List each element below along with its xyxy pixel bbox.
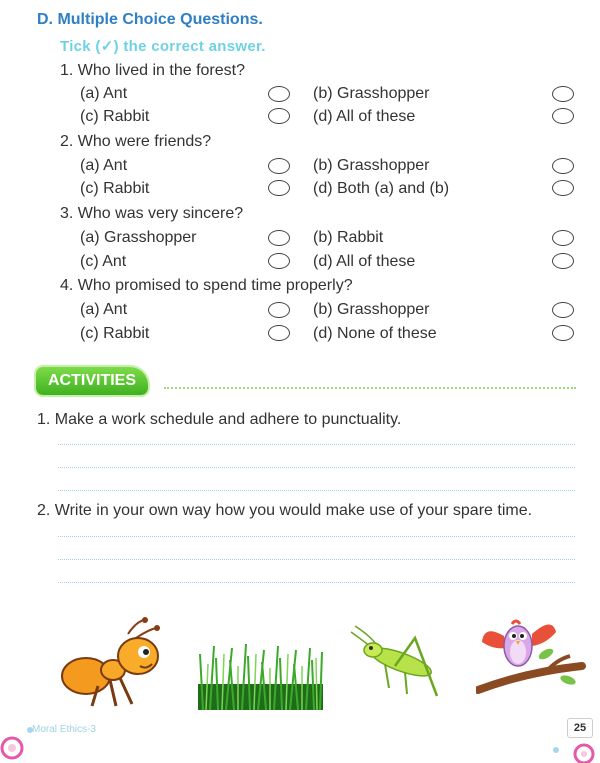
activities-tab: ACTIVITIES <box>36 367 148 395</box>
bird-on-branch-illustration <box>476 610 586 700</box>
writing-line[interactable] <box>58 444 575 445</box>
q1-option-d-checkbox[interactable] <box>552 108 574 124</box>
grass-illustration <box>198 640 323 710</box>
q2-option-a: (a) Ant <box>80 157 128 174</box>
q2-option-c-checkbox[interactable] <box>268 180 290 196</box>
q3-option-c-checkbox[interactable] <box>268 253 290 269</box>
q3-option-d-checkbox[interactable] <box>552 253 574 269</box>
q2-option-b-checkbox[interactable] <box>552 158 574 174</box>
q3-option-d: (d) All of these <box>313 253 416 270</box>
page-number: 25 <box>567 718 593 738</box>
q1-option-c: (c) Rabbit <box>80 108 150 125</box>
q2-option-d-checkbox[interactable] <box>552 180 574 196</box>
section-title: Multiple Choice Questions. <box>57 11 263 28</box>
question-3: 3. Who was very sincere? <box>60 205 244 222</box>
q1-option-b-checkbox[interactable] <box>552 86 574 102</box>
q2-option-b: (b) Grasshopper <box>313 157 430 174</box>
q4-option-a-checkbox[interactable] <box>268 302 290 318</box>
q4-option-b-checkbox[interactable] <box>552 302 574 318</box>
question-2: 2. Who were friends? <box>60 133 212 150</box>
q4-option-c: (c) Rabbit <box>80 325 150 342</box>
writing-line[interactable] <box>58 490 575 491</box>
book-title: Moral Ethics-3 <box>32 724 96 735</box>
q4-option-b: (b) Grasshopper <box>313 301 430 318</box>
q3-option-a-checkbox[interactable] <box>268 230 290 246</box>
q1-option-b: (b) Grasshopper <box>313 85 430 102</box>
q2-option-c: (c) Rabbit <box>80 180 150 197</box>
q2-option-d: (d) Both (a) and (b) <box>313 180 450 197</box>
writing-line[interactable] <box>58 582 575 583</box>
q4-option-d: (d) None of these <box>313 325 437 342</box>
question-1: 1. Who lived in the forest? <box>60 62 245 79</box>
activities-divider <box>164 387 576 389</box>
q4-option-d-checkbox[interactable] <box>552 325 574 341</box>
writing-line[interactable] <box>58 536 575 537</box>
q3-option-b-checkbox[interactable] <box>552 230 574 246</box>
question-4: 4. Who promised to spend time properly? <box>60 277 353 294</box>
activity-task-2: 2. Write in your own way how you would make use of your spare time. <box>37 502 533 519</box>
q4-option-a: (a) Ant <box>80 301 128 318</box>
q1-option-c-checkbox[interactable] <box>268 108 290 124</box>
q3-option-a: (a) Grasshopper <box>80 229 197 246</box>
q1-option-d: (d) All of these <box>313 108 416 125</box>
q2-option-a-checkbox[interactable] <box>268 158 290 174</box>
q3-option-b: (b) Rabbit <box>313 229 384 246</box>
section-heading <box>37 11 263 29</box>
activity-task-1: 1. Make a work schedule and adhere to punctuality. <box>37 411 402 428</box>
q1-option-a-checkbox[interactable] <box>268 86 290 102</box>
q3-option-c: (c) Ant <box>80 253 127 270</box>
q1-option-a: (a) Ant <box>80 85 128 102</box>
writing-line[interactable] <box>58 559 575 560</box>
ant-illustration <box>58 614 173 714</box>
section-letter: D. <box>37 11 53 28</box>
writing-line[interactable] <box>58 467 575 468</box>
q4-option-c-checkbox[interactable] <box>268 325 290 341</box>
grasshopper-illustration <box>345 622 445 700</box>
instruction: Tick (✓) the correct answer. <box>60 38 266 55</box>
activities-header <box>36 367 576 397</box>
